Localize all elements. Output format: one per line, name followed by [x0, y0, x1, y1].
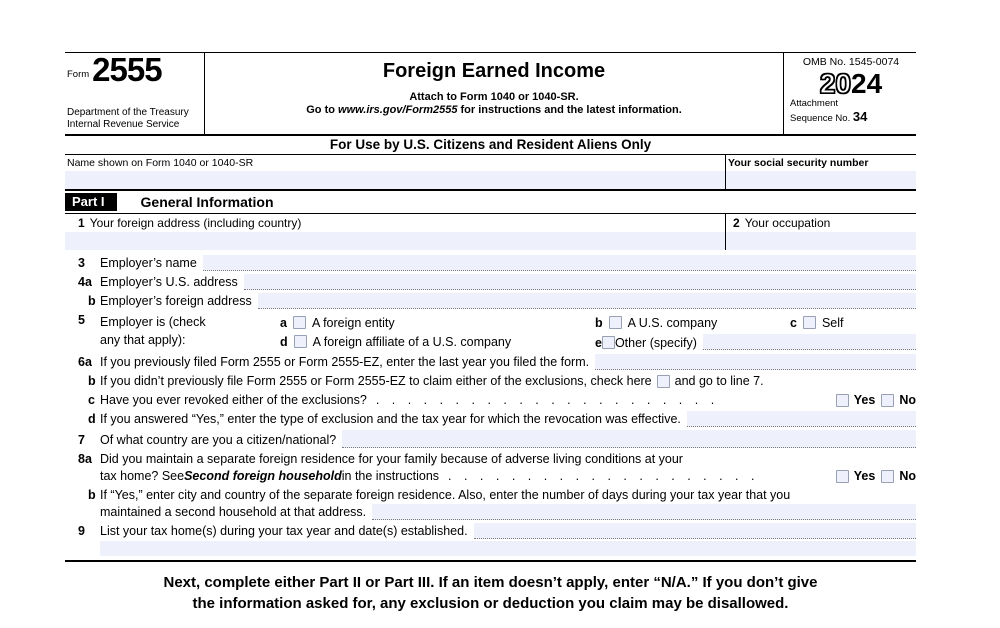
line8b-row1	[65, 487, 916, 503]
line6b-label-pre: If you didn’t previously file Form 2555 or Form 2555-EZ to claim either of the exclusions, check here	[100, 374, 652, 388]
citizen-country-input[interactable]	[342, 430, 916, 448]
line8b-row2	[65, 504, 916, 520]
year-outline: 20	[819, 68, 851, 99]
employer-us-address-input[interactable]	[244, 274, 916, 290]
line6d-label: If you answered “Yes,” enter the type of exclusion and the tax year for which the revocation was effective.	[100, 412, 681, 426]
agency-name	[67, 107, 200, 131]
line8a-yes-no	[830, 468, 916, 484]
no-label: No	[899, 393, 916, 407]
line3-row	[65, 255, 916, 271]
form-number: 2555	[92, 51, 162, 88]
option-5c-letter: c	[790, 315, 797, 330]
part1-header	[65, 191, 916, 214]
checkbox-5b[interactable]	[609, 316, 622, 329]
line6c-label: Have you ever revoked either of the exclusions?	[100, 393, 367, 407]
part1-badge: Part I	[65, 193, 117, 211]
last-year-filed-input[interactable]	[595, 354, 916, 370]
tax-homes-input[interactable]	[474, 523, 916, 539]
line4b-row	[65, 293, 916, 309]
line6b-number: b	[88, 374, 96, 388]
line8a-text-1: Did you maintain a separate foreign residence for your family because of adverse living conditions at your	[100, 452, 683, 466]
line1-label	[65, 214, 725, 232]
dept-line1: Department of the Treasury	[67, 107, 189, 119]
line6c-number: c	[88, 393, 95, 407]
completion-note	[65, 572, 916, 614]
line6d-number: d	[88, 412, 96, 426]
line8a-row2	[65, 468, 916, 484]
form-title-block	[205, 53, 783, 134]
form-id-block	[65, 53, 205, 134]
separate-residence-input[interactable]	[372, 504, 916, 520]
option-5b	[595, 316, 790, 330]
goto-prefix: Go to	[306, 104, 339, 116]
section-divider	[65, 560, 916, 562]
form-title: Foreign Earned Income	[382, 60, 606, 82]
line8b-text-2: maintained a second household at that address.	[100, 505, 367, 519]
line4a-row	[65, 274, 916, 290]
no-label: No	[899, 469, 916, 483]
line1-cell	[65, 214, 726, 250]
goto-instruction	[205, 104, 783, 116]
checkbox-8a-no[interactable]	[881, 470, 894, 483]
attachment-sequence	[790, 99, 912, 125]
line8b-text-1: If “Yes,” enter city and country of the separate foreign residence. Also, enter the number of days during your tax year that you	[100, 488, 791, 502]
irs-url: www.irs.gov/Form2555	[338, 104, 458, 116]
option-5e-label: Other (specify)	[614, 335, 697, 350]
line7-label: Of what country are you a citizen/national?	[100, 433, 337, 447]
line2-cell	[726, 214, 916, 250]
checkbox-5e[interactable]	[602, 336, 615, 349]
tax-homes-input-line2[interactable]	[100, 541, 916, 556]
name-input[interactable]	[65, 171, 725, 189]
second-foreign-household-term: Second foreign household	[184, 469, 342, 483]
line5-label	[100, 313, 280, 351]
line8a-row1	[65, 451, 916, 467]
line8a-number: 8a	[78, 452, 92, 466]
attachment-line2: Sequence No.	[790, 112, 853, 124]
attach-instruction: Attach to Form 1040 or 1040-SR.	[409, 91, 579, 103]
line1-line2-row	[65, 214, 916, 250]
form-header	[65, 52, 916, 136]
line2-text: Your occupation	[744, 216, 831, 230]
option-5a-letter: a	[280, 315, 287, 330]
line7-row	[65, 430, 916, 448]
revocation-type-input[interactable]	[687, 411, 916, 427]
name-cell	[65, 155, 726, 189]
yes-label: Yes	[853, 393, 876, 407]
option-5b-letter: b	[595, 315, 603, 330]
checkbox-5a[interactable]	[293, 316, 306, 329]
ssn-label: Your social security number	[728, 157, 869, 169]
line8b-number: b	[88, 488, 96, 502]
line6a-label: If you previously filed Form 2555 or Form 2555-EZ, enter the last year you filed the form.	[100, 355, 590, 369]
note-line1: Next, complete either Part II or Part III. If an item doesn’t apply, enter “N/A.” If you don’t give	[163, 574, 818, 591]
option-5d-letter: d	[280, 334, 288, 349]
line9-number: 9	[78, 524, 85, 538]
line9-row	[65, 523, 916, 539]
yes-label: Yes	[853, 469, 876, 483]
checkbox-8a-yes[interactable]	[836, 470, 849, 483]
irs-form-2555-page	[65, 0, 916, 614]
line4b-number: b	[88, 294, 96, 308]
attachment-line1: Attachment	[790, 98, 839, 109]
occupation-input[interactable]	[726, 232, 916, 250]
foreign-address-input[interactable]	[65, 232, 725, 250]
goto-suffix: for instructions and the latest information.	[457, 104, 682, 116]
note-line2: the information asked for, any exclusion or deduction you claim may be disallowed.	[192, 595, 789, 612]
ssn-input[interactable]	[726, 171, 916, 189]
checkbox-5d[interactable]	[294, 335, 307, 348]
line6d-row	[65, 411, 916, 427]
option-5a	[280, 316, 595, 330]
line9-row2	[65, 539, 916, 556]
line5-label-1: Employer is (check	[100, 315, 206, 329]
option-5c-label: Self	[821, 315, 844, 330]
option-5d-label: A foreign affiliate of a U.S. company	[312, 334, 512, 349]
line1-number: 1	[78, 216, 85, 230]
tax-year	[790, 70, 912, 98]
option-5a-label: A foreign entity	[311, 315, 395, 330]
line5-row	[65, 313, 916, 351]
part1-title: General Information	[140, 194, 274, 210]
line6c-row	[65, 392, 916, 408]
for-use-banner: For Use by U.S. Citizens and Resident Aliens Only	[65, 136, 916, 155]
line5-options	[280, 313, 916, 351]
option-5e-letter: e	[595, 335, 602, 350]
line6a-row	[65, 354, 916, 370]
checkbox-6c-no[interactable]	[881, 394, 894, 407]
dot-leader: . . . . . . . . . . . . . . . . . . . .	[448, 469, 755, 483]
option-5d	[280, 335, 595, 349]
line2-label	[726, 214, 916, 232]
checkbox-6b[interactable]	[657, 375, 670, 388]
line2-number: 2	[733, 216, 740, 230]
attachment-number: 34	[852, 108, 868, 124]
option-5e	[595, 334, 916, 350]
line4b-label: Employer’s foreign address	[100, 294, 252, 308]
employer-foreign-address-input[interactable]	[258, 293, 916, 309]
ssn-cell	[726, 155, 916, 189]
checkbox-5c[interactable]	[803, 316, 816, 329]
line4a-number: 4a	[78, 275, 92, 289]
year-solid: 24	[851, 68, 883, 99]
line6b-row	[65, 373, 916, 389]
line9-label: List your tax home(s) during your tax year and date(s) established.	[100, 524, 468, 538]
option-5c	[790, 316, 916, 330]
line3-label: Employer’s name	[100, 256, 197, 270]
line8a-text-2-pre: tax home? See	[100, 469, 185, 483]
dept-line2: Internal Revenue Service	[67, 119, 180, 131]
employer-name-input[interactable]	[203, 255, 916, 271]
identity-row	[65, 155, 916, 191]
dot-leader: . . . . . . . . . . . . . . . . . . . . . .	[375, 393, 715, 407]
omb-block	[783, 53, 916, 134]
omb-number: OMB No. 1545-0074	[802, 56, 900, 68]
line1-text: Your foreign address (including country)	[89, 216, 302, 230]
checkbox-6c-yes[interactable]	[836, 394, 849, 407]
form-word: Form	[67, 69, 90, 81]
line3-number: 3	[78, 256, 85, 270]
line7-number: 7	[78, 433, 85, 447]
name-label: Name shown on Form 1040 or 1040-SR	[67, 157, 254, 169]
line5-label-2: any that apply):	[100, 333, 186, 348]
other-specify-input[interactable]	[703, 334, 916, 350]
line6c-yes-no	[830, 392, 916, 408]
line6a-number: 6a	[78, 355, 92, 369]
line5-number: 5	[78, 313, 85, 327]
line8a-text-2-post: in the instructions	[341, 469, 440, 483]
line4a-label: Employer’s U.S. address	[100, 275, 238, 289]
line6b-label-post: and go to line 7.	[674, 374, 764, 388]
option-5b-label: A U.S. company	[627, 315, 718, 330]
